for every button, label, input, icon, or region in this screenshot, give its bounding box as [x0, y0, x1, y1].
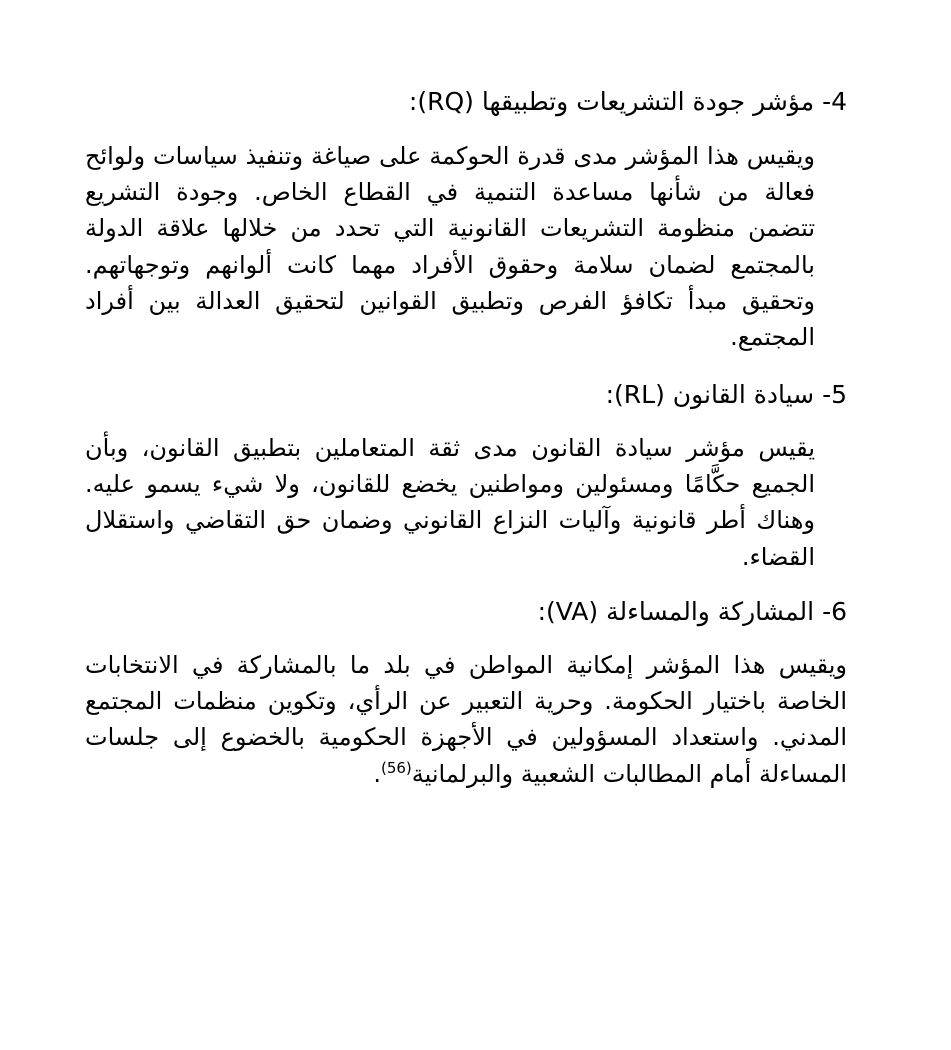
section-6-paragraph: [85, 647, 847, 792]
section-4-heading: 4- مؤشر جودة التشريعات وتطبيقها (RQ):: [408, 87, 847, 116]
section-6-paragraph-ending: .: [373, 759, 381, 788]
section-6-heading: 6- المشاركة والمساءلة (VA):: [537, 597, 847, 626]
section-4-paragraph: ويقيس هذا المؤشر مدى قدرة الحوكمة على صياغة وتنفيذ سياسات ولوائح فعالة من شأنها مساعدة التنمية في القطاع الخاص. وجودة التشريع تتضمن منظومة التشريعات القانونية التي تحدد من خلالها علاقة الدولة بالمجتمع لضمان سلامة وحقوق الأفراد مهما كانت ألوانهم وتوجهاتهم. وتحقيق مبدأ تكافؤ الفرص وتطبيق القوانين لتحقيق العدالة بين أفراد المجتمع.: [85, 142, 815, 352]
section-5-heading: 5- سيادة القانون (RL):: [605, 380, 847, 409]
section-5-paragraph: يقيس مؤشر سيادة القانون مدى ثقة المتعاملين بتطبيق القانون، وبأن الجميع حكَّامًا ومسئولين ومواطنين يخضع للقانون، ولا شيء يسمو عليه. وهناك أطر قانونية وآليات النزاع القانوني وضمان حق التقاضي واستقلال القضاء.: [85, 434, 815, 571]
section-6-paragraph-text: ويقيس هذا المؤشر إمكانية المواطن في بلد ما بالمشاركة في الانتخابات الخاصة باختيار الحكومة. وحرية التعبير عن الرأي، وتكوين منظمات المجتمع المدني. واستعداد المسؤولين في الأجهزة الحكومية بالخضوع إلى جلسات المساءلة أمام المطالبات الشعبية والبرلمانية: [85, 651, 847, 788]
footnote-reference: (56): [380, 758, 412, 777]
